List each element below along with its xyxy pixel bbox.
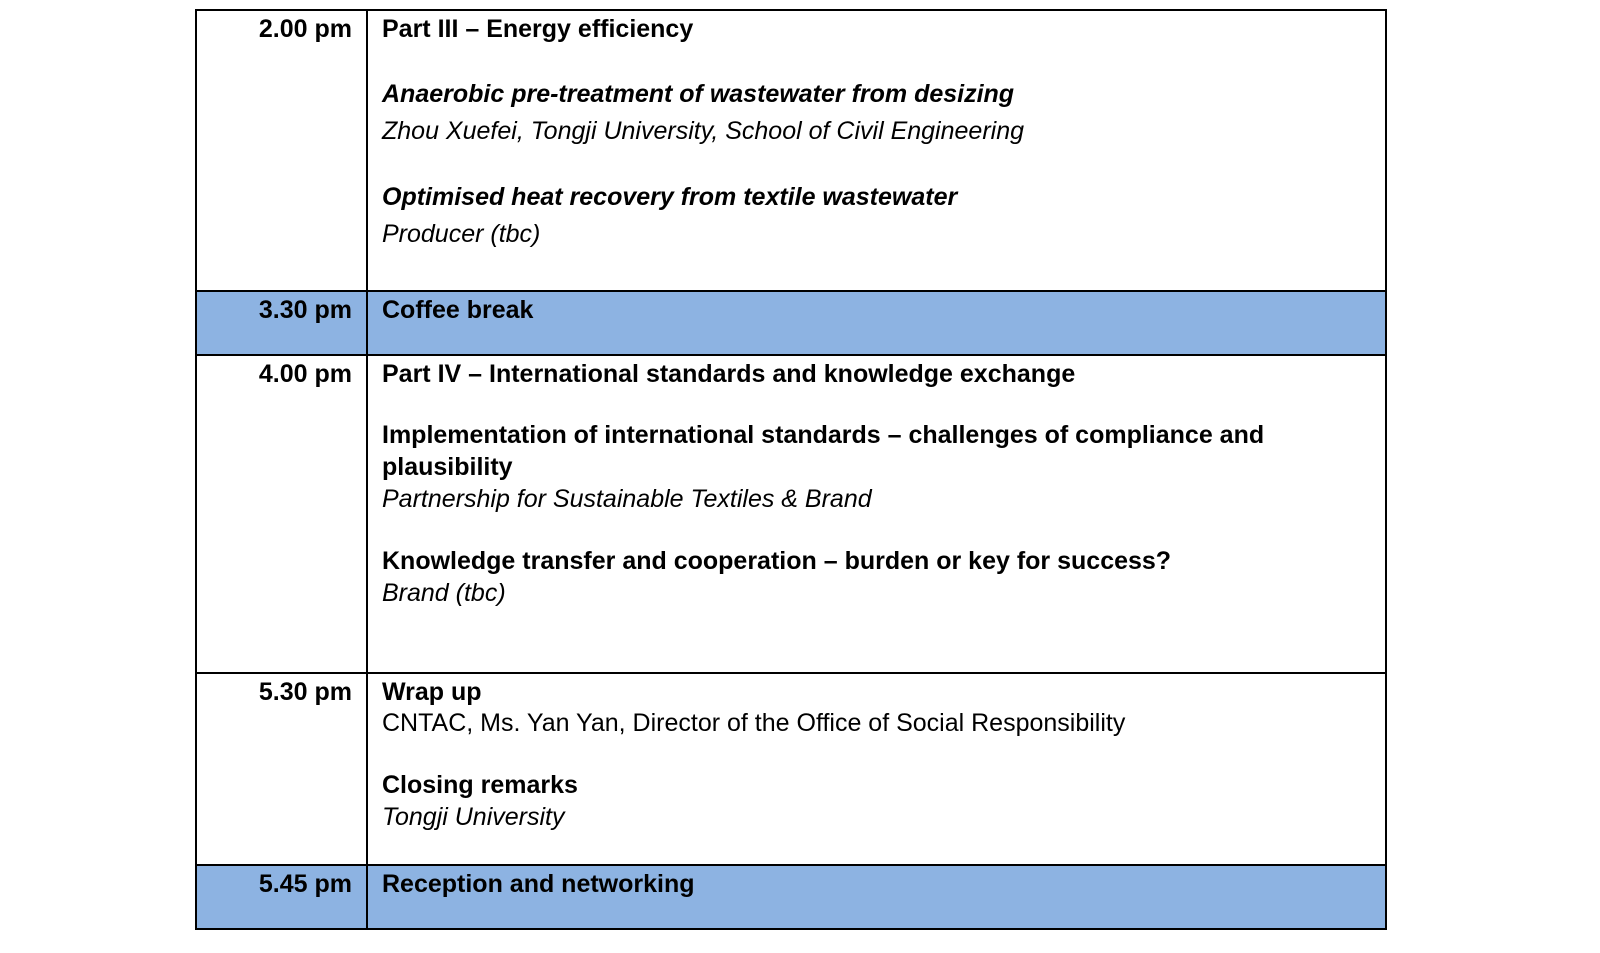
session-cell xyxy=(367,10,1386,291)
talk-title: Knowledge transfer and cooperation – burden or key for success? xyxy=(382,547,1172,575)
talk-speaker: Producer (tbc) xyxy=(382,220,541,248)
agenda-row-coffee-break xyxy=(196,291,1386,355)
talk-speaker: Brand (tbc) xyxy=(382,579,506,607)
section-detail: CNTAC, Ms. Yan Yan, Director of the Office of Social Responsibility xyxy=(382,709,1126,737)
section-title: Coffee break xyxy=(382,296,534,324)
agenda-table xyxy=(195,9,1387,930)
time-cell: 2.00 pm xyxy=(196,10,367,291)
talk-speaker: Tongji University xyxy=(382,803,565,831)
talk-title: Implementation of international standards – challenges of compliance and plausibility xyxy=(382,421,1265,481)
talk-speaker: Zhou Xuefei, Tongji University, School of Civil Engineering xyxy=(382,117,1025,145)
agenda-row-part-iv xyxy=(196,355,1386,673)
section-title: Wrap up xyxy=(382,678,482,706)
talk-title: Closing remarks xyxy=(382,771,578,799)
agenda-row-part-iii xyxy=(196,10,1386,291)
talk-title: Anaerobic pre-treatment of wastewater from desizing xyxy=(382,80,1015,108)
section-title: Reception and networking xyxy=(382,870,695,898)
session-cell xyxy=(367,865,1386,929)
agenda-row-reception xyxy=(196,865,1386,929)
time-cell: 5.30 pm xyxy=(196,673,367,865)
time-cell: 4.00 pm xyxy=(196,355,367,673)
talk-speaker: Partnership for Sustainable Textiles & Brand xyxy=(382,485,872,513)
agenda-row-wrap-up xyxy=(196,673,1386,865)
talk-title: Optimised heat recovery from textile wastewater xyxy=(382,183,958,211)
session-cell xyxy=(367,673,1386,865)
session-cell xyxy=(367,291,1386,355)
session-cell xyxy=(367,355,1386,673)
time-cell: 3.30 pm xyxy=(196,291,367,355)
time-cell: 5.45 pm xyxy=(196,865,367,929)
section-title: Part III – Energy efficiency xyxy=(382,15,694,43)
section-title: Part IV – International standards and knowledge exchange xyxy=(382,360,1076,388)
